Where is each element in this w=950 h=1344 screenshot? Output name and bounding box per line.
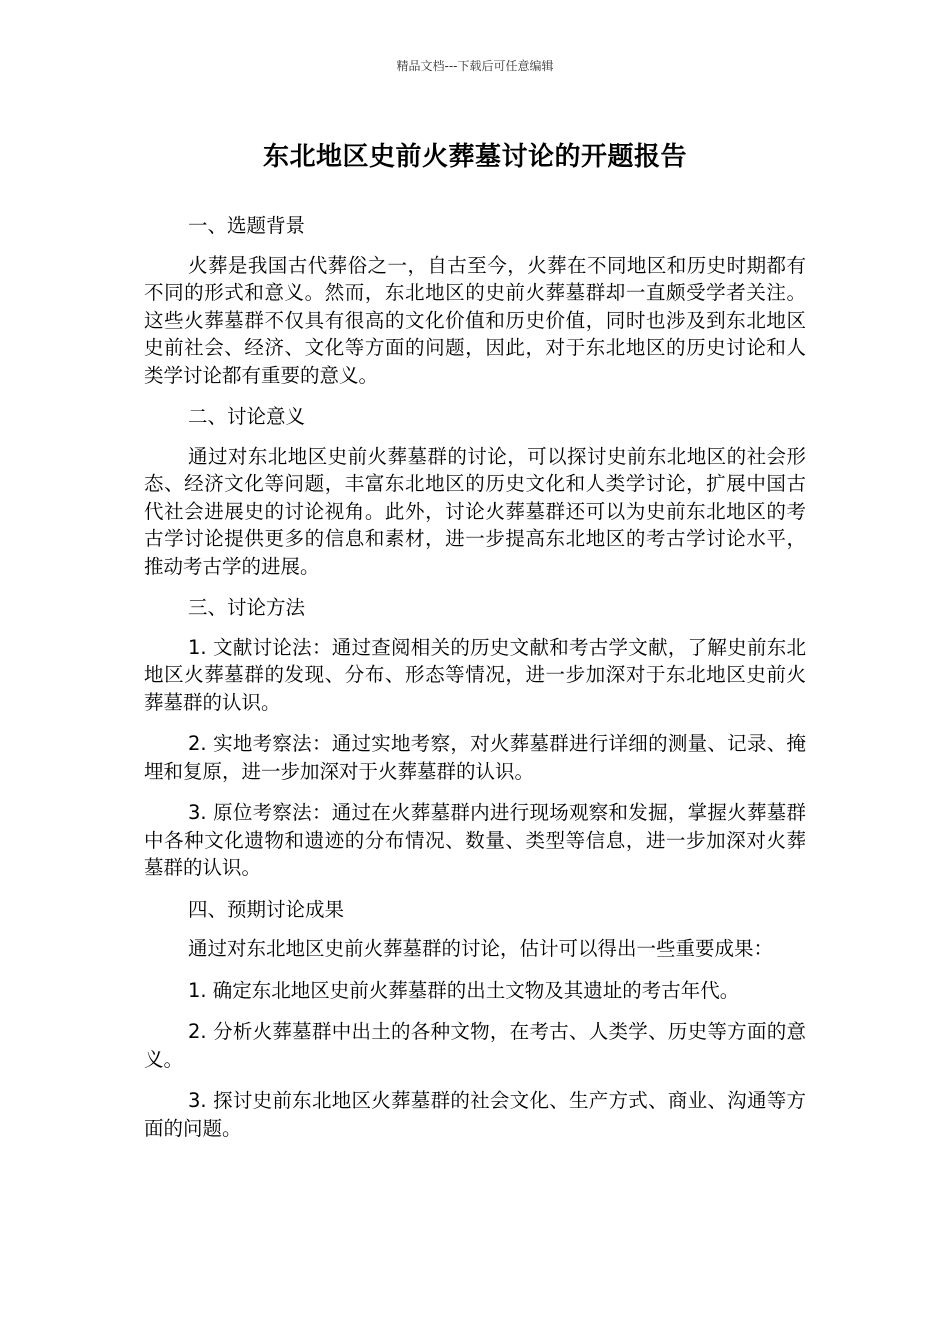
method-item-in-situ: 3. 原位考察法：通过在火葬墓群内进行现场观察和发掘，掌握火葬墓群中各种文化遗物和遗迹的分布情况、数量、类型等信息，进一步加深对火葬墓群的认识。: [144, 801, 806, 879]
document-body: [144, 212, 806, 1156]
section-heading-methods: 三、讨论方法: [188, 596, 306, 619]
paragraph-background: 火葬是我国古代葬俗之一，自古至今，火葬在不同地区和历史时期都有不同的形式和意义。然而，东北地区的史前火葬墓群却一直颇受学者关注。这些火葬墓群不仅具有很高的文化价值和历史价值，同时也涉及到东北地区史前社会、经济、文化等方面的问题，因此，对于东北地区的历史讨论和人类学讨论都有重要的意义。: [144, 253, 806, 387]
result-item-dating: 1. 确定东北地区史前火葬墓群的出土文物及其遗址的考古年代。: [188, 978, 740, 1002]
method-item-field-survey: 2. 实地考察法：通过实地考察，对火葬墓群进行详细的测量、记录、掩埋和复原，进一步加深对于火葬墓群的认识。: [144, 732, 806, 783]
section-heading-significance: 二、讨论意义: [188, 405, 306, 428]
result-item-artifacts: 2. 分析火葬墓群中出土的各种文物，在考古、人类学、历史等方面的意义。: [144, 1020, 806, 1071]
paragraph-significance: 通过对东北地区史前火葬墓群的讨论，可以探讨史前东北地区的社会形态、经济文化等问题，丰富东北地区的历史文化和人类学讨论，扩展中国古代社会进展史的讨论视角。此外，讨论火葬墓群还可以为史前东北地区的考古学讨论提供更多的信息和素材，进一步提高东北地区的考古学讨论水平，推动考古学的进展。: [144, 444, 806, 578]
section-heading-background: 一、选题背景: [188, 214, 306, 237]
method-item-literature: 1. 文献讨论法：通过查阅相关的历史文献和考古学文献，了解史前东北地区火葬墓群的发现、分布、形态等情况，进一步加深对于东北地区史前火葬墓群的认识。: [144, 635, 806, 714]
page-header: 精品文档---下载后可任意编辑: [396, 59, 554, 73]
paragraph-expected-intro: 通过对东北地区史前火葬墓群的讨论，估计可以得出一些重要成果：: [188, 937, 774, 960]
section-heading-expected-results: 四、预期讨论成果: [188, 897, 345, 921]
document-title: 东北地区史前火葬墓讨论的开题报告: [262, 142, 687, 172]
result-item-society: 3. 探讨史前东北地区火葬墓群的社会文化、生产方式、商业、沟通等方面的问题。: [144, 1089, 806, 1140]
